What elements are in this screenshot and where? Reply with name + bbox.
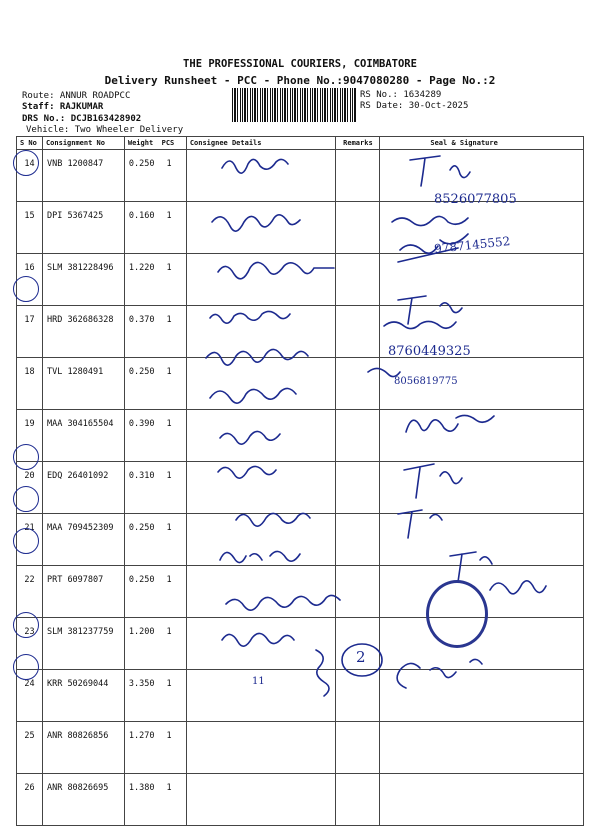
row-sno: 22 [17, 566, 43, 618]
row-weight: 1.200 [128, 627, 155, 637]
row-sno: 14 [17, 150, 43, 202]
handwritten-note-26: 2 [356, 648, 366, 666]
row-pcs: 1 [166, 783, 172, 793]
row-sno: 18 [17, 358, 43, 410]
row-pcs: 1 [166, 575, 172, 585]
row-weight: 0.370 [128, 315, 155, 325]
row-consignment-no: MAA 304165504 [42, 410, 124, 462]
row-sno: 17 [17, 306, 43, 358]
row-weight: 1.270 [128, 731, 155, 741]
handwritten-phone-15: 8526077805 [434, 192, 517, 207]
row-sno: 26 [17, 774, 43, 826]
row-consignment-no: VNB 1200847 [42, 150, 124, 202]
row-consignment-no: HRD 362686328 [42, 306, 124, 358]
company-title: THE PROFESSIONAL COURIERS, COIMBATORE [183, 58, 417, 70]
header-remarks: Remarks [336, 137, 380, 150]
row-pcs: 1 [166, 679, 172, 689]
row-sno: 25 [17, 722, 43, 774]
handwritten-phone-19: 8056819775 [394, 376, 458, 387]
row-weight: 3.350 [128, 679, 155, 689]
row-weight: 0.250 [128, 523, 155, 533]
row-consignment-no: EDQ 26401092 [42, 462, 124, 514]
row-pcs: 1 [166, 523, 172, 533]
row-pcs: 1 [166, 211, 172, 221]
rs-date: RS Date: 30-Oct-2025 [360, 101, 469, 111]
row-sno: 16 [17, 254, 43, 306]
row-weight: 0.250 [128, 159, 155, 169]
header-seal: Seal & Signature [380, 137, 584, 150]
row-pcs: 1 [166, 627, 172, 637]
row-consignment-no: MAA 709452309 [42, 514, 124, 566]
header-weight-pcs: Weight PCS [124, 137, 186, 150]
row-weight: 1.220 [128, 263, 155, 273]
row-sno: 19 [17, 410, 43, 462]
row-pcs: 1 [166, 367, 172, 377]
row-weight: 0.250 [128, 575, 155, 585]
row-sno: 20 [17, 462, 43, 514]
runsheet-subtitle: Delivery Runsheet - PCC - Phone No.:9047080280 - Page No.:2 [104, 74, 496, 87]
drs-label: DRS No.: DCJB163428902 [22, 114, 142, 124]
header-consignee: Consignee Details [186, 137, 336, 150]
row-pcs: 1 [166, 315, 172, 325]
staff-label: Staff: RAJKUMAR [22, 102, 104, 112]
row-weight: 0.390 [128, 419, 155, 429]
route-label: Route: ANNUR ROADPCC [22, 91, 131, 101]
row-consignment-no: ANR 80826856 [42, 722, 124, 774]
row-pcs: 1 [166, 471, 172, 481]
row-consignment-no: ANR 80826695 [42, 774, 124, 826]
row-weight: 0.250 [128, 367, 155, 377]
row-consignment-no: DPI 5367425 [42, 202, 124, 254]
row-consignment-no: KRR 50269044 [42, 670, 124, 722]
handwritten-phone-16: 9787145552 [433, 234, 511, 256]
row-pcs: 1 [166, 263, 172, 273]
row-sno: 21 [17, 514, 43, 566]
row-pcs: 1 [166, 731, 172, 741]
rs-number: RS No.: 1634289 [360, 90, 442, 100]
row-weight: 1.380 [128, 783, 155, 793]
vehicle-label: Vehicle: Two Wheeler Delivery [26, 125, 184, 135]
handwritten-mark-26: 11 [252, 676, 265, 687]
row-consignment-no: PRT 6097807 [42, 566, 124, 618]
row-pcs: 1 [166, 159, 172, 169]
row-sno: 15 [17, 202, 43, 254]
header-sno: S No [17, 137, 43, 150]
header-consignment: Consignment No [42, 137, 124, 150]
row-pcs: 1 [166, 419, 172, 429]
row-consignment-no: TVL 1280491 [42, 358, 124, 410]
row-sno: 24 [17, 670, 43, 722]
row-weight: 0.310 [128, 471, 155, 481]
courier-seal-stamp [426, 580, 488, 648]
row-consignment-no: SLM 381237759 [42, 618, 124, 670]
row-weight: 0.160 [128, 211, 155, 221]
row-consignment-no: SLM 381228496 [42, 254, 124, 306]
handwritten-phone-18: 8760449325 [388, 344, 471, 359]
row-sno: 23 [17, 618, 43, 670]
